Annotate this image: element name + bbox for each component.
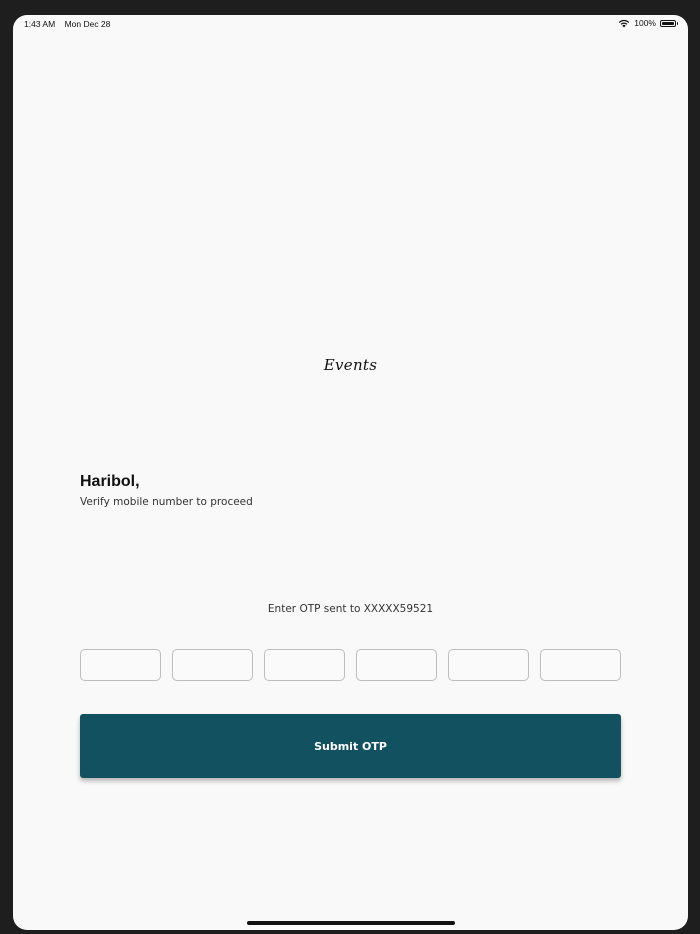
status-left — [24, 19, 117, 29]
home-indicator[interactable] — [247, 921, 455, 925]
submit-otp-button[interactable]: Submit OTP — [80, 714, 621, 778]
status-right — [618, 18, 676, 28]
status-time: 1:43 AM — [24, 19, 56, 29]
battery-icon — [660, 20, 676, 27]
otp-digit-2[interactable] — [172, 649, 253, 681]
otp-hint: Enter OTP sent to XXXXX59521 — [267, 603, 434, 615]
status-date: Mon Dec 28 — [64, 19, 111, 29]
status-bar — [13, 15, 688, 33]
otp-digit-6[interactable] — [540, 649, 621, 681]
app-screen — [13, 15, 688, 930]
app-logo: Events — [323, 356, 378, 374]
otp-digit-4[interactable] — [356, 649, 437, 681]
greeting-title: Haribol, — [80, 473, 140, 490]
otp-digit-3[interactable] — [264, 649, 345, 681]
battery-percent: 100% — [634, 18, 656, 28]
greeting-subtitle: Verify mobile number to proceed — [80, 496, 253, 508]
otp-digit-5[interactable] — [448, 649, 529, 681]
wifi-icon — [618, 19, 630, 28]
otp-input-row — [80, 649, 621, 682]
otp-digit-1[interactable] — [80, 649, 161, 681]
